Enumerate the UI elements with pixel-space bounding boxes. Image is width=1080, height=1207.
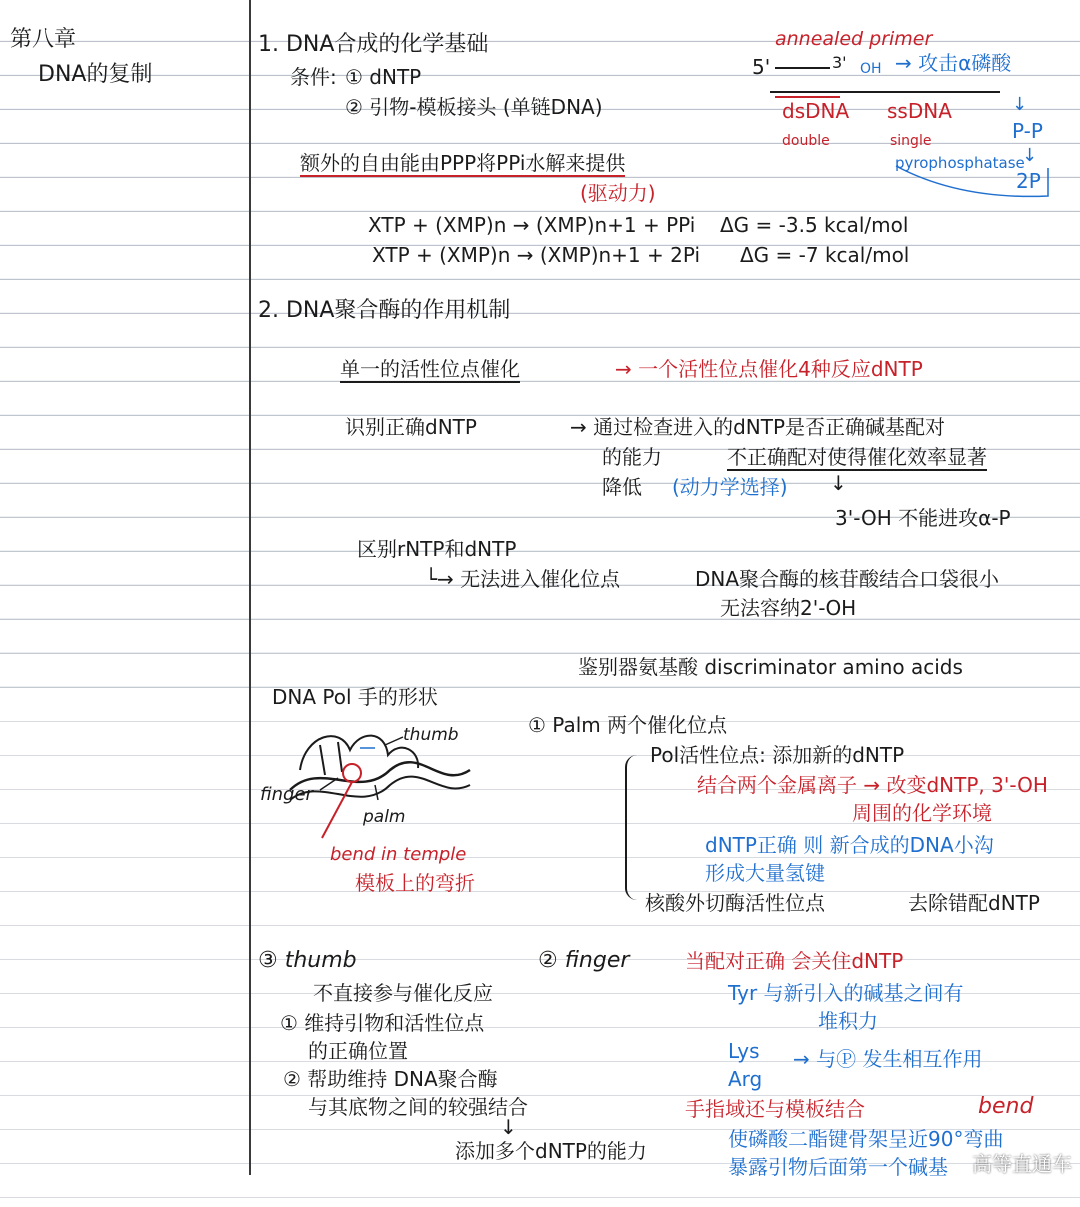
thumb-line-2: ① 维持引物和活性位点: [280, 1011, 485, 1035]
finger-red-1: 当配对正确 会关住dNTP: [685, 949, 904, 973]
pol-title: DNA Pol 手的形状: [272, 685, 438, 709]
primer-label: annealed primer: [775, 28, 933, 50]
equation-2: XTP + (XMP)n → (XMP)n+1 + 2Pi: [372, 243, 701, 267]
single-site-text: 单一的活性位点催化: [340, 357, 520, 381]
oh-label: OH: [860, 61, 882, 77]
pyrophosphatase-label: pyrophosphatase: [895, 154, 1025, 172]
thumb-line-5: 与其底物之间的较强结合: [308, 1095, 528, 1119]
down-arrow-icon: ↓: [1012, 94, 1028, 115]
dsdna-label: dsDNA: [782, 99, 850, 123]
finger-blue-2: 堆积力: [818, 1009, 878, 1033]
finger-label: finger: [260, 784, 313, 805]
recognize-line-4: 3'-OH 不能进攻α-P: [835, 506, 1011, 530]
palm-blue-1: dNTP正确 则 新合成的DNA小沟: [705, 833, 994, 857]
section1-heading: 1. DNA合成的化学基础: [258, 32, 489, 57]
finger-blue-3: → 与Ⓟ 发生相互作用: [793, 1047, 983, 1071]
chemical-env: 周围的化学环境: [852, 801, 992, 825]
brace: [625, 755, 641, 900]
lys-label: Lys: [728, 1039, 760, 1063]
palm-label: palm: [363, 807, 406, 827]
distinguish-line-2: 无法容纳2'-OH: [720, 596, 857, 620]
thumb-line-6: 添加多个dNTP的能力: [455, 1139, 647, 1163]
equation-1: XTP + (XMP)n → (XMP)n+1 + PPi: [368, 213, 696, 237]
incorrect-pair-text: 不正确配对使得催化效率显著: [727, 445, 987, 469]
finger-blue-4: 使磷酸二酯键骨架呈近90°弯曲: [728, 1127, 1004, 1151]
palm-blue-2: 形成大量氢键: [705, 861, 825, 885]
kinetic-selection: (动力学选择): [672, 475, 788, 499]
finger-blue-5: 暴露引物后面第一个碱基: [728, 1155, 948, 1179]
discriminator-note: 鉴别器氨基酸 discriminator amino acids: [578, 655, 963, 679]
arg-label: Arg: [728, 1067, 763, 1091]
thumb-arrow-icon: ↓: [500, 1115, 517, 1139]
condition-1: ① dNTP: [345, 65, 422, 89]
finger-blue-1: Tyr 与新引入的碱基之间有: [728, 981, 964, 1005]
down-arrow-icon-2: ↓: [1022, 145, 1038, 166]
driver-label: (驱动力): [580, 181, 656, 205]
thumb-heading: ③ thumb: [258, 948, 357, 973]
finger-bend: bend: [978, 1094, 1034, 1119]
finger-heading: ② finger: [538, 948, 630, 973]
distinguish-line-1: └→ 无法进入催化位点: [425, 567, 621, 591]
attack-note: → 攻击α磷酸: [895, 51, 1012, 75]
distinguish-label: 区别rNTP和dNTP: [357, 537, 517, 561]
energy-text: 额外的自由能由PPP将PPi水解来提供: [300, 151, 626, 175]
recognize-label: 识别正确dNTP: [345, 415, 477, 439]
recognize-line-3: 降低: [602, 475, 642, 499]
exo-remove: 去除错配dNTP: [908, 891, 1040, 915]
recognize-line-1: → 通过检查进入的dNTP是否正确碱基配对: [570, 415, 946, 439]
section2-heading: 2. DNA聚合酶的作用机制: [258, 298, 511, 323]
pp-label: P-P: [1012, 119, 1043, 143]
metal-binding: 结合两个金属离子 → 改变dNTP, 3'-OH: [697, 773, 1048, 797]
ssdna-label: ssDNA: [887, 99, 952, 123]
down-arrow-icon-3: ↓: [830, 471, 847, 495]
thumb-label: thumb: [403, 725, 459, 745]
equation-1-dg: ΔG = -3.5 kcal/mol: [720, 213, 909, 237]
two-p-label: 2P: [1016, 169, 1041, 193]
chapter-label: 第八章: [10, 27, 77, 52]
single-label: single: [890, 133, 932, 149]
recognize-line-2: 的能力: [602, 445, 662, 469]
pol-active-site: Pol活性位点: 添加新的dNTP: [650, 743, 905, 767]
finger-red-2: 手指域还与模板结合: [685, 1097, 865, 1121]
double-label: double: [782, 133, 830, 149]
single-site-note: → 一个活性位点催化4种反应dNTP: [615, 357, 923, 381]
equation-2-dg: ΔG = -7 kcal/mol: [740, 243, 910, 267]
bend-cn-label: 模板上的弯折: [355, 871, 475, 895]
palm-heading: ① Palm 两个催化位点: [528, 713, 728, 737]
condition-label: 条件:: [290, 65, 337, 89]
three-prime: 3': [832, 53, 847, 72]
thumb-line-1: 不直接参与催化反应: [313, 981, 493, 1005]
thumb-line-3: 的正确位置: [308, 1039, 408, 1063]
topic-label: DNA的复制: [38, 62, 153, 87]
thumb-line-4: ② 帮助维持 DNA聚合酶: [283, 1067, 498, 1091]
condition-2: ② 引物-模板接头 (单链DNA): [345, 95, 603, 119]
exo-site: 核酸外切酶活性位点: [645, 891, 825, 915]
watermark: 高等直通车: [972, 1152, 1072, 1176]
distinguish-line-1b: DNA聚合酶的核苷酸结合口袋很小: [695, 567, 1000, 591]
bend-label: bend in temple: [330, 844, 467, 865]
five-prime: 5': [752, 55, 771, 79]
